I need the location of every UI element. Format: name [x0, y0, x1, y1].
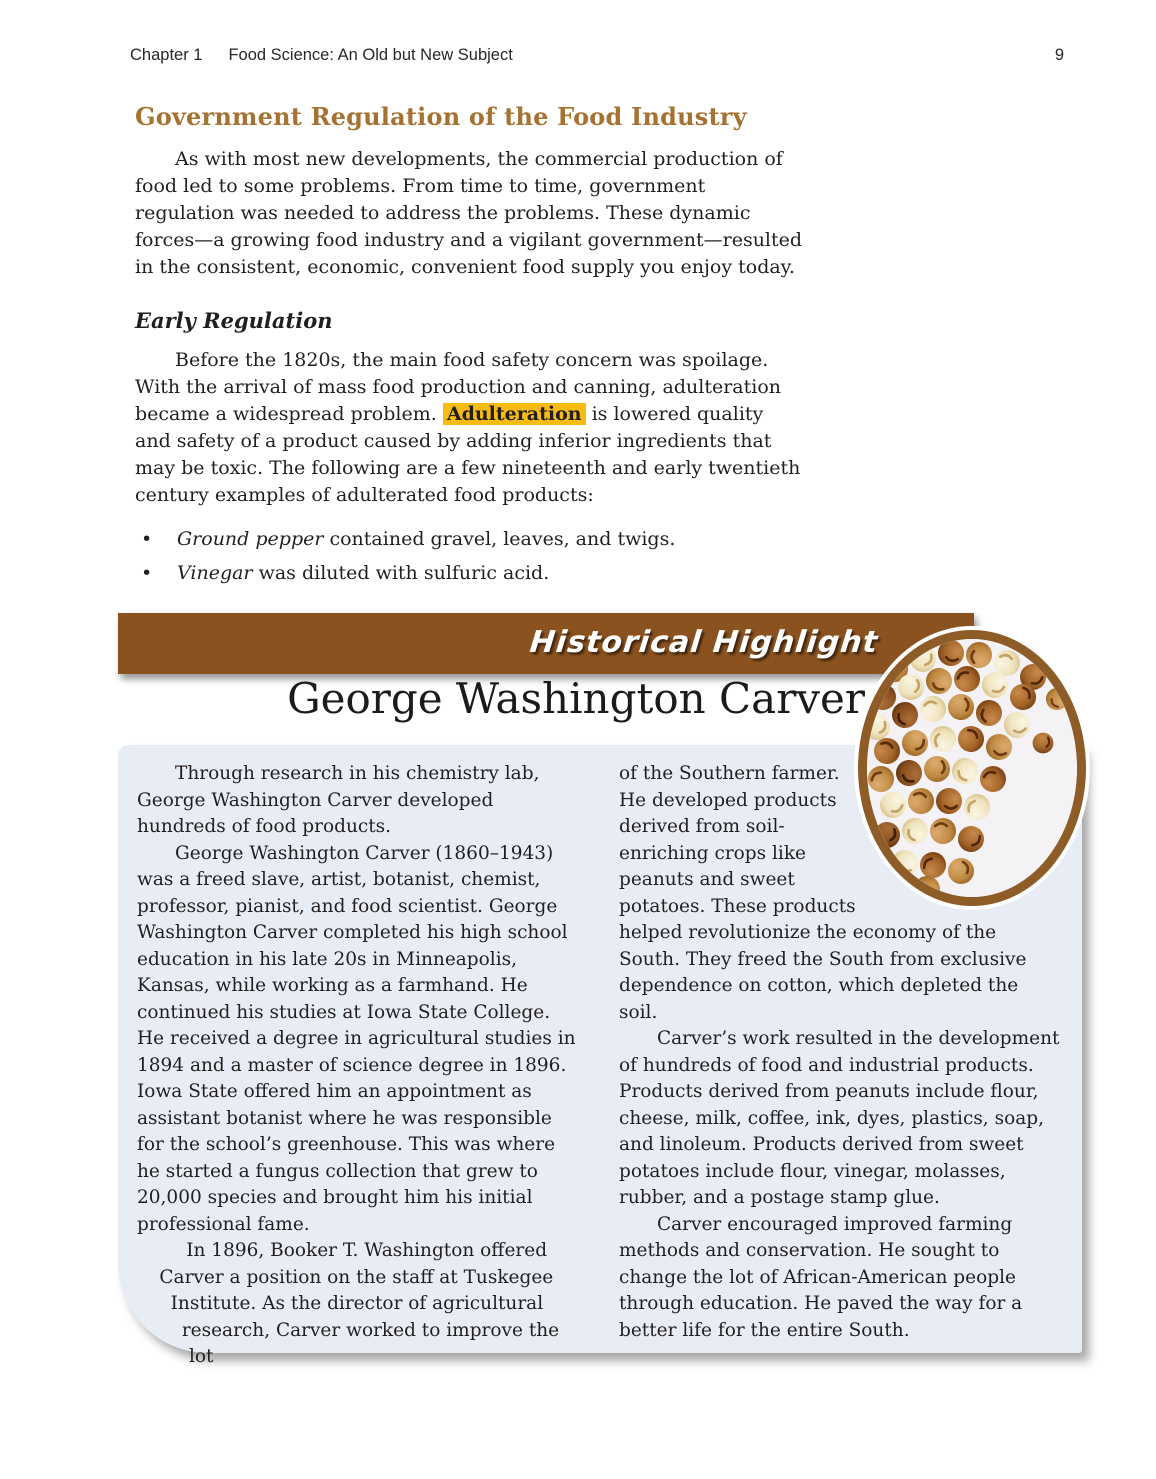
- feature-title: George Washington Carver: [287, 674, 865, 723]
- left-column: [137, 761, 581, 1367]
- feature-paragraph: of the Southern farmer. He developed products derived from soil-enriching crops like peanuts and sweet potatoes. These products helped revolutionize the economy of the South. They freed the South from exclusive dependence on cotton, which depleted the soil.: [619, 763, 1027, 1023]
- seeds-photo: [858, 630, 1086, 906]
- subsection-heading: Early Regulation: [135, 308, 333, 333]
- historical-highlight-feature: [0, 600, 1156, 1370]
- regulation-paragraph: [135, 347, 805, 509]
- feature-paragraph: Carver encouraged improved farming methods and conservation. He sought to change the lot of African-American people through education. He paved the way for a better life for the entire South.: [619, 1213, 1023, 1341]
- feature-paragraph: Carver’s work resulted in the development of hundreds of food and industrial products. Products derived from peanuts include flour, cheese, milk, coffee, ink, dyes, plastics, soap, and linoleum. Products derived from sweet potatoes include flour, vinegar, molasses, rubber, and a postage stamp glue.: [619, 1028, 1060, 1208]
- paragraph-text-pre: Before the 1820s, the main food safety concern was spoilage. With the arrival of mass food production and canning, adulteration became a widespread problem.: [135, 349, 781, 425]
- seeds-photo-illustration: [867, 639, 1077, 897]
- intro-paragraph: As with most new developments, the commercial production of food led to some problems. From time to time, government regulation was needed to address the problems. These dynamic forces—a growing food industry and a vigilant government—resulted in the consistent, economic, convenient food supply you enjoy today.: [135, 148, 803, 278]
- lesson-section: [135, 102, 805, 590]
- list-item-text: contained gravel, leaves, and twigs.: [323, 528, 676, 550]
- paragraph-text-post: is lowered quality and safety of a product caused by adding inferior ingredients that may be toxic. The following are a few nineteenth and early twentieth century examples of adulterated food products:: [135, 403, 801, 506]
- running-head: [130, 46, 1064, 65]
- bullet-icon: •: [141, 528, 153, 550]
- list-item: [135, 556, 805, 590]
- list-item-lead: Ground pepper: [177, 528, 324, 550]
- feature-paragraph: George Washington Carver (1860–1943) was a freed slave, artist, botanist, chemist, professor, pianist, and food scientist. George Washington Carver completed his high school education in his late 20s in Minneapolis, Kansas, while working as a farmhand. He continued his studies at Iowa State College. He received a degree in agricultural studies in 1894 and a master of science degree in 1896. Iowa State offered him an appointment as assistant botanist where he was responsible for the school’s greenhouse. This was where he started a fungus collection that grew to 20,000 species and brought him his initial professional fame.: [137, 842, 576, 1235]
- book-title: Food Science: An Old but New Subject: [228, 46, 513, 64]
- running-head-left: [130, 46, 513, 65]
- chapter-label: Chapter 1: [130, 46, 203, 64]
- list-item-lead: Vinegar: [177, 562, 253, 584]
- historical-highlight-banner: [118, 613, 974, 674]
- bullet-icon: •: [141, 562, 153, 584]
- highlighted-term: Adulteration: [443, 403, 586, 425]
- feature-paragraph-text: In 1896, Booker T. Washington offered Carver a position on the staff at Tuskegee Institute. As the director of agricultural research, Carver worked to improve the lot: [159, 1240, 560, 1367]
- list-item-text: was diluted with sulfuric acid.: [252, 562, 550, 584]
- banner-label: Historical Highlight: [528, 625, 880, 660]
- adulteration-examples-list: [135, 522, 805, 590]
- section-heading: Government Regulation of the Food Industry: [135, 102, 747, 131]
- list-item: [135, 522, 805, 556]
- feature-paragraph: Through research in his chemistry lab, George Washington Carver developed hundreds of food products.: [137, 763, 540, 837]
- page-number: 9: [1054, 46, 1064, 64]
- feature-paragraph: [137, 1238, 581, 1371]
